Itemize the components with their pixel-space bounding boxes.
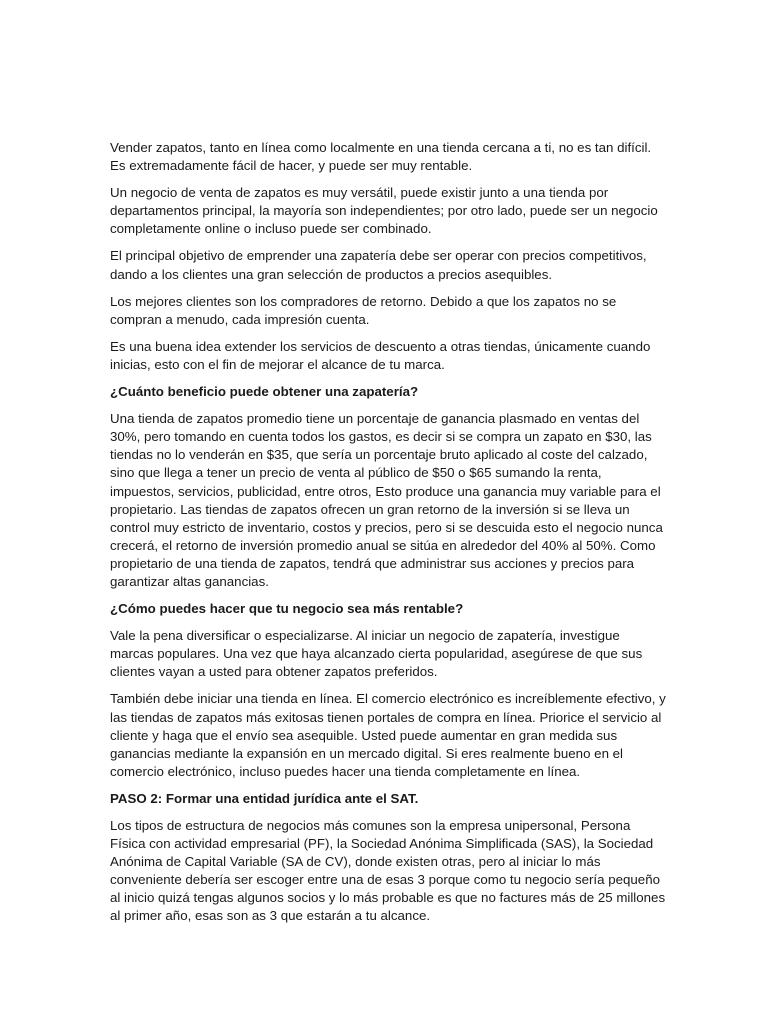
paragraph-intro: Vender zapatos, tanto en línea como localmente en una tienda cercana a ti, no es tan difícil. Es extremadamente fácil de hacer, y puede ser muy rentable. [110,140,652,174]
paragraph-profit-details: Una tienda de zapatos promedio tiene un porcentaje de ganancia plasmado en ventas del 30%, pero tomando en cuenta todos los gastos, es decir si se compra un zapato en $30, las tiendas no lo venderán en $35, que sería un porcentaje bruto aplicado al coste del calzado, sino que llega a tener un precio de venta al público de $50 o $65 sumando la renta, impuestos, servicios, publicidad, entre otros, Esto produce una ganancia muy variable para el propietario. Las tiendas de zapatos ofrecen un gran retorno de la inversión si se lleva un control muy estricto de inventario, costos y precios, pero si se descuida esto el negocio nunca crecerá, el retorno de inversión promedio anual se sitúa en alrededor del 40% al 50%. Como propietario de una tienda de zapatos, tendrá que administrar sus acciones y precios para garantizar altas ganancias. [110,411,663,589]
paragraph-online-store: También debe iniciar una tienda en línea. El comercio electrónico es increíblemente efectivo, y las tiendas de zapatos más exitosas tienen portales de compra en línea. Priorice el servicio al cliente y haga que el envío sea asequible. Usted puede aumentar en gran medida sus ganancias mediante la expansión en un mercado digital. Si eres realmente bueno en el comercio electrónico, incluso puedes hacer una tienda completamente en línea. [110,691,666,779]
paragraph-return-customers: Los mejores clientes son los compradores de retorno. Debido a que los zapatos no se compran a menudo, cada impresión cuenta. [110,293,617,327]
paragraph-diversify: Vale la pena diversificar o especializarse. Al iniciar un negocio de zapatería, investigue marcas populares. Una vez que haya alcanzado cierta popularidad, asegúrese de que sus clientes vayan a usted para obtener zapatos preferidos. [110,628,643,680]
paragraph-objective: El principal objetivo de emprender una zapatería debe ser operar con precios competitivos, dando a los clientes una gran selección de productos a precios asequibles. [110,248,647,282]
document-body [110,139,666,935]
heading-profit: ¿Cuánto beneficio puede obtener una zapatería? [110,384,419,400]
heading-more-profitable: ¿Cómo puedes hacer que tu negocio sea más rentable? [110,601,464,617]
paragraph-versatility: Un negocio de venta de zapatos es muy versátil, puede existir junto a una tienda por departamentos principal, la mayoría son independientes; por otro lado, puede ser un negocio completamente online o incluso puede ser combinado. [110,185,658,237]
paragraph-legal-entity: Los tipos de estructura de negocios más comunes son la empresa unipersonal, Persona Física con actividad empresarial (PF), la Sociedad Anónima Simplificada (SAS), la Sociedad Anónima de Capital Variable (SA de CV), donde existen otras, pero al iniciar lo más conveniente debería ser escoger entre una de esas 3 porque como tu negocio sería pequeño al inicio quizá tengas algunos socios y lo más probable es que no factures más de 25 millones al primer año, esas son as 3 que estarán a tu alcance. [110,818,666,924]
heading-step-2: PASO 2: Formar una entidad jurídica ante el SAT. [110,790,419,806]
paragraph-discount-services: Es una buena idea extender los servicios de descuento a otras tiendas, únicamente cuando inicias, esto con el fin de mejorar el alcance de tu marca. [110,338,651,372]
